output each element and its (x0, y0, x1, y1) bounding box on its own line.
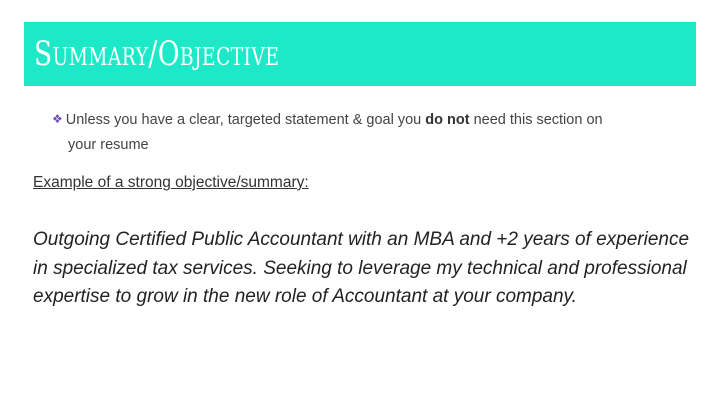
objective-example-text: Outgoing Certified Public Accountant with an MBA and +2 years of experience in specialized tax services. Seeking to leverage my technical and professional expertise to grow in the new role of Accountant at your company. (33, 229, 690, 307)
bullet-line-1 (52, 107, 692, 133)
slide-title: Summary/Objective (34, 34, 280, 74)
example-label: Example of a strong objective/summary: (33, 174, 309, 191)
bullet-line-2: your resume (68, 137, 149, 153)
bullet-text-after: need this section on (469, 112, 603, 128)
diamond-bullet-icon: ❖ (52, 112, 63, 126)
bullet-text-before: Unless you have a clear, targeted statement & goal you (65, 112, 426, 128)
bullet-point (52, 107, 692, 158)
bullet-emphasis: do not (425, 112, 470, 128)
title-band (24, 22, 696, 86)
